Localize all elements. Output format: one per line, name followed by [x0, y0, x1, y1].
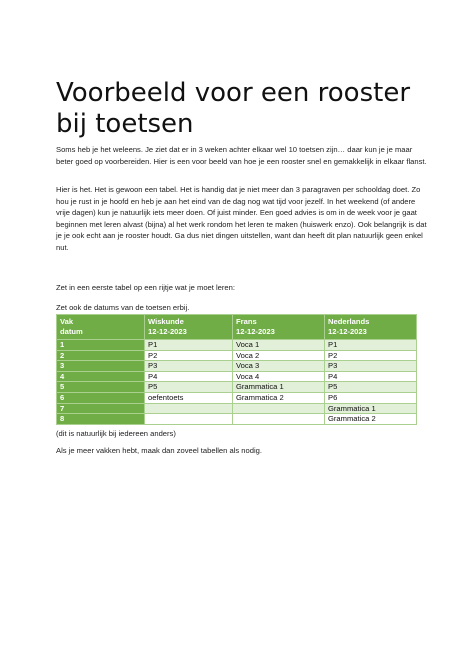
table-row	[57, 382, 417, 393]
row-number: 2	[57, 350, 145, 361]
table-caption: (dit is natuurlijk bij iedereen anders)	[56, 429, 176, 438]
table-cell	[233, 403, 325, 414]
header-line: 12-12-2023	[148, 327, 187, 336]
table-header-row	[57, 315, 417, 340]
table-row	[57, 350, 417, 361]
table-cell: P4	[325, 371, 417, 382]
table-row	[57, 371, 417, 382]
table-cell: Voca 3	[233, 361, 325, 372]
table-cell: P5	[145, 382, 233, 393]
table-cell: P5	[325, 382, 417, 393]
table-cell	[145, 414, 233, 425]
table-cell: P3	[145, 361, 233, 372]
table-cell	[233, 414, 325, 425]
table-cell: Grammatica 1	[233, 382, 325, 393]
table-cell: P1	[325, 340, 417, 351]
table-cell: P6	[325, 392, 417, 403]
header-cell-vak	[57, 315, 145, 340]
header-line: Frans	[236, 317, 257, 326]
table-cell: Voca 1	[233, 340, 325, 351]
header-line: 12-12-2023	[328, 327, 367, 336]
header-line: datum	[60, 327, 83, 336]
table-cell: P1	[145, 340, 233, 351]
row-number: 3	[57, 361, 145, 372]
table-row	[57, 414, 417, 425]
row-number: 1	[57, 340, 145, 351]
row-number: 7	[57, 403, 145, 414]
schedule-table	[56, 314, 417, 425]
row-number: 5	[57, 382, 145, 393]
header-cell-frans	[233, 315, 325, 340]
table-cell: Voca 2	[233, 350, 325, 361]
table-cell: P3	[325, 361, 417, 372]
row-number: 8	[57, 414, 145, 425]
row-number: 4	[57, 371, 145, 382]
closing-paragraph: Als je meer vakken hebt, maak dan zoveel tabellen als nodig.	[56, 446, 262, 455]
table-cell: Grammatica 2	[233, 392, 325, 403]
header-cell-nederlands	[325, 315, 417, 340]
table-row	[57, 403, 417, 414]
dates-paragraph: Zet ook de datums van de toetsen erbij.	[56, 303, 190, 312]
table-row	[57, 361, 417, 372]
table-cell: Voca 4	[233, 371, 325, 382]
table-intro-paragraph: Zet in een eerste tabel op een rijtje wat je moet leren:	[56, 283, 235, 292]
header-line: Nederlands	[328, 317, 370, 326]
table-cell	[145, 403, 233, 414]
table-cell: Grammatica 2	[325, 414, 417, 425]
table-cell: P2	[325, 350, 417, 361]
header-cell-wiskunde	[145, 315, 233, 340]
document-title: Voorbeeld voor een rooster bij toetsen	[56, 78, 411, 139]
header-line: Vak	[60, 317, 74, 326]
intro-paragraph: Soms heb je het weleens. Je ziet dat er in 3 weken achter elkaar wel 10 toetsen zijn… daar kun je je maar beter goed op voorbereiden. Hier is een voor beeld van hoe je een rooster snel en gemakkelijk in elkaar flanst.	[56, 145, 427, 166]
table-cell: P4	[145, 371, 233, 382]
table-cell: Grammatica 1	[325, 403, 417, 414]
table-row	[57, 392, 417, 403]
table-row	[57, 340, 417, 351]
row-number: 6	[57, 392, 145, 403]
table-cell: oefentoets	[145, 392, 233, 403]
header-line: Wiskunde	[148, 317, 184, 326]
table-cell: P2	[145, 350, 233, 361]
explanation-paragraph: Hier is het. Het is gewoon een tabel. Het is handig dat je niet meer dan 3 paragraven per schooldag doet. Zo hou je rust in je hoofd en heb je aan het eind van de dag nog wat tijd voor jezelf. In het weekend (of andere vrije dagen) kun je natuurlijk iets meer doen. Of juist minder. Een goed advies is om in de week voor je gaat beginnen met leren alvast (bijna) al het werk rondom het leren te maken (huiswerk enzo). Ook belangrijk is dat je je ook echt aan je rooster houdt. Ga dus niet dingen uitstellen, want dan heeft dit plan natuurlijk geen enkel nut.	[56, 185, 427, 252]
header-line: 12-12-2023	[236, 327, 275, 336]
